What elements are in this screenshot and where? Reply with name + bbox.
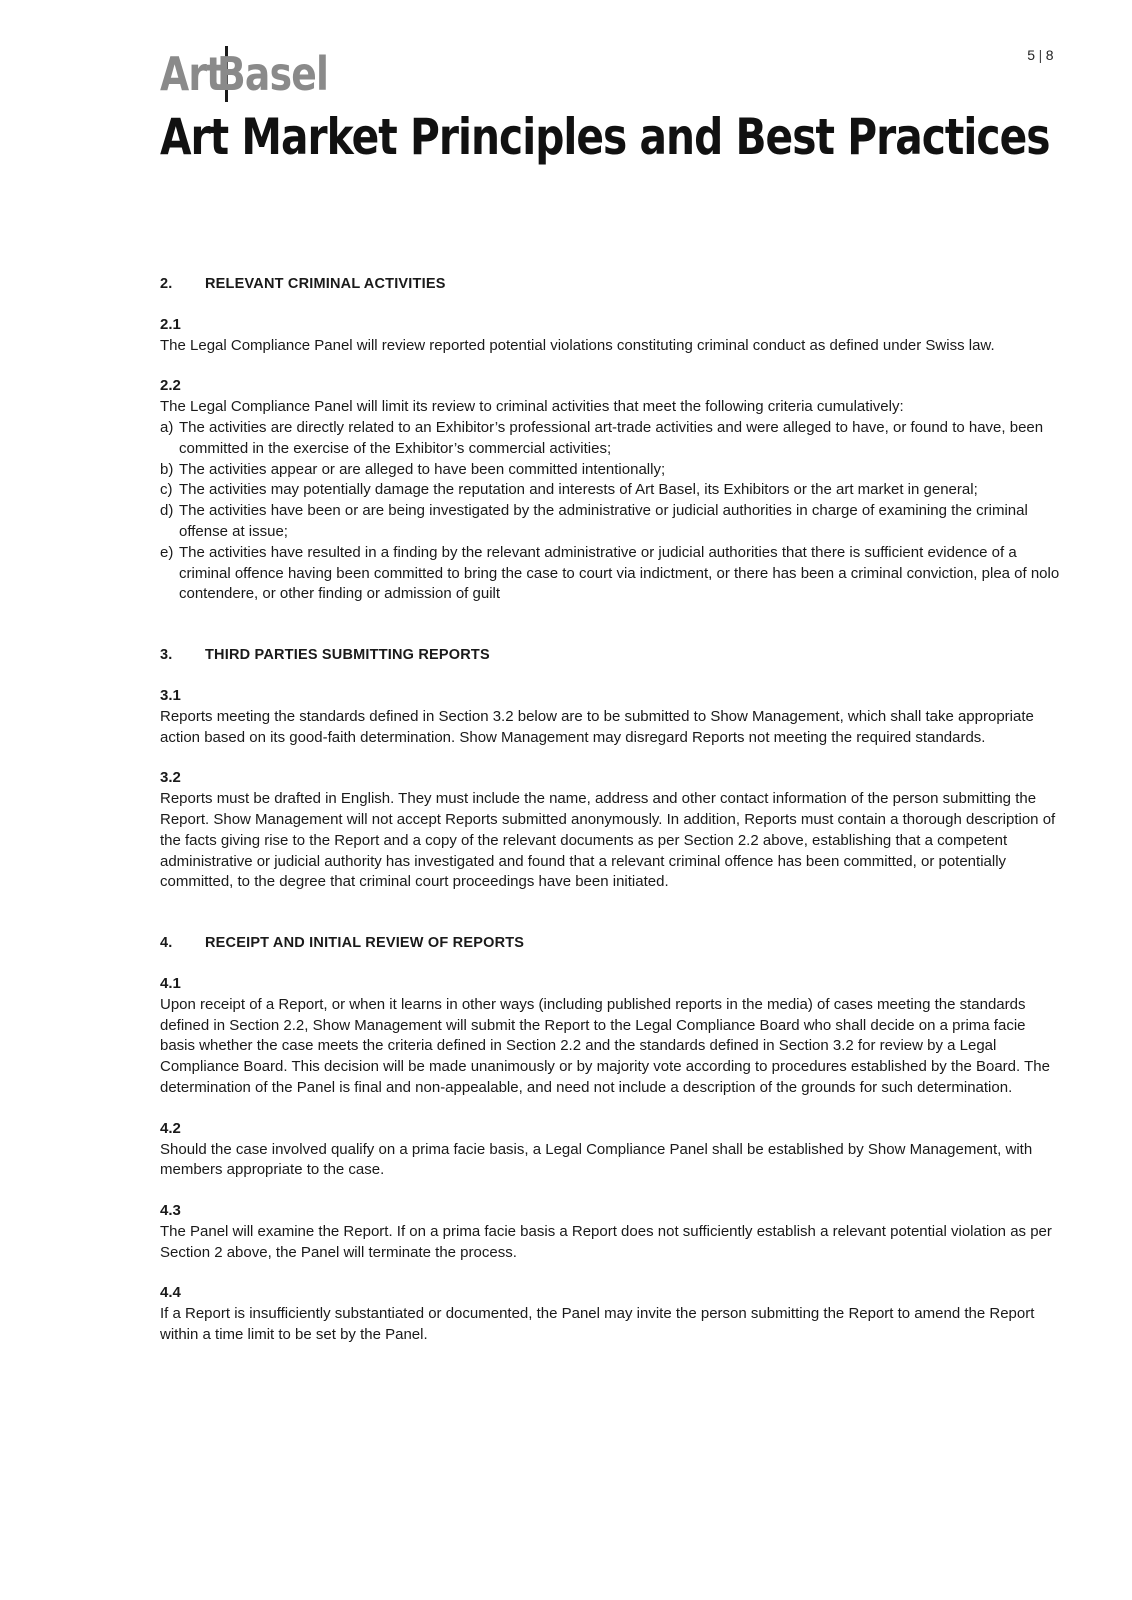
section-heading <box>160 645 1060 666</box>
clause-text: Reports meeting the standards defined in Section 3.2 below are to be submitted to Show Management, which shall take appropriate action based on its good-faith determination. Show Management may disregard Reports not meeting the required standards. <box>160 707 1034 746</box>
section-title: RECEIPT AND INITIAL REVIEW OF REPORTS <box>205 935 525 952</box>
clause-number: 4.3 <box>160 1202 181 1220</box>
list-item <box>160 543 1060 605</box>
clause-number: 4.2 <box>160 1119 181 1137</box>
clause-number: 3.2 <box>160 769 181 787</box>
clause-text: The Legal Compliance Panel will limit its review to criminal activities that meet the following criteria cumulatively: <box>160 398 904 416</box>
art-basel-logo <box>160 46 353 102</box>
criteria-list <box>160 418 1060 605</box>
clause-number: 2.1 <box>160 315 181 333</box>
list-item <box>160 460 1060 481</box>
section-number: 2. <box>160 276 173 292</box>
list-text: The activities are directly related to an Exhibitor’s professional art-trade activities and were alleged to have, or found to have, been committed in the exercise of the Exhibitor’s commercial activities; <box>179 418 1044 457</box>
section-spacer <box>160 625 1060 645</box>
clause-number: 4.4 <box>160 1284 181 1302</box>
list-item <box>160 418 1060 460</box>
clause <box>160 376 1060 605</box>
list-item <box>160 501 1060 543</box>
clause-number: 2.2 <box>160 377 181 395</box>
clause <box>160 686 1060 748</box>
section-title: THIRD PARTIES SUBMITTING REPORTS <box>205 647 490 664</box>
section-number: 3. <box>160 647 173 664</box>
clause-text: The Panel will examine the Report. If on a prima facie basis a Report does not sufficiently establish a relevant potential violation as per Section 2 above, the Panel will terminate the process. <box>160 1222 1052 1261</box>
clause-text: Should the case involved qualify on a prima facie basis, a Legal Compliance Panel shall be established by Show Management, with members appropriate to the case. <box>160 1140 1033 1179</box>
list-marker: c) <box>160 481 173 499</box>
list-text: The activities may potentially damage the reputation and interests of Art Basel, its Exhibitors or the art market in general; <box>179 481 978 499</box>
page-current: 5 <box>1027 47 1036 63</box>
clause <box>160 974 1060 1099</box>
clause <box>160 1283 1060 1345</box>
clause <box>160 768 1060 893</box>
clause-text: The Legal Compliance Panel will review reported potential violations constituting criminal conduct as defined under Swiss law. <box>160 336 995 354</box>
list-marker: d) <box>160 502 174 520</box>
clause-text: If a Report is insufficiently substantiated or documented, the Panel may invite the person submitting the Report to amend the Report within a time limit to be set by the Panel. <box>160 1305 1035 1344</box>
clause-number: 3.1 <box>160 686 181 704</box>
list-marker: e) <box>160 543 174 561</box>
section-heading <box>160 933 1060 954</box>
list-text: The activities have been or are being investigated by the administrative or judicial authorities in charge of examining the criminal offense at issue; <box>179 502 1028 540</box>
clause <box>160 1201 1060 1263</box>
clause-number: 4.1 <box>160 974 181 992</box>
section-title: RELEVANT CRIMINAL ACTIVITIES <box>205 276 446 292</box>
document-body <box>160 274 1060 1366</box>
document-title: Art Market Principles and Best Practices <box>160 108 1050 166</box>
list-text: The activities have resulted in a finding by the relevant administrative or judicial authorities that there is sufficient evidence of a criminal offence having been committed to bring the case to court via indictment, or there has been a criminal conviction, plea of nolo contendere, or other finding or admission of guilt <box>179 543 1060 603</box>
page-number: 5 | 8 <box>1027 47 1054 63</box>
list-item <box>160 480 1060 501</box>
logo-word-basel: Basel <box>217 47 329 101</box>
list-marker: b) <box>160 460 174 478</box>
list-marker: a) <box>160 418 174 436</box>
list-text: The activities appear or are alleged to have been committed intentionally; <box>179 460 666 478</box>
section-number: 4. <box>160 935 173 952</box>
clause-text: Upon receipt of a Report, or when it learns in other ways (including published reports in the media) of cases meeting the standards defined in Section 2.2, Show Management will submit the Report to the Legal Compliance Board who shall decide on a prima facie basis whether the case meets the criteria defined in Section 2.2 and the standards defined in Section 3.2 for review by a Legal Compliance Board. This decision will be made unanimously or by majority vote according to procedures established by the Board. The determination of the Panel is final and non-appealable, and need not include a description of the grounds for such determination. <box>160 995 1050 1096</box>
clause <box>160 315 1060 357</box>
section-heading <box>160 274 1060 295</box>
page-total: 8 <box>1045 47 1054 63</box>
clause-text: Reports must be drafted in English. They must include the name, address and other contact information of the person submitting the Report. Show Management will not accept Reports submitted anonymously. In addition, Reports must contain a thorough description of the facts giving rise to the Report and a copy of the relevant documents as per Section 2.2 above, establishing that a competent administrative or judicial authority has investigated and found that a relevant criminal offence has been committed, or potentially committed, to the degree that criminal court proceedings have been initiated. <box>160 790 1056 891</box>
logo-word-art: Art <box>160 47 224 101</box>
clause <box>160 1119 1060 1181</box>
section-spacer <box>160 913 1060 933</box>
